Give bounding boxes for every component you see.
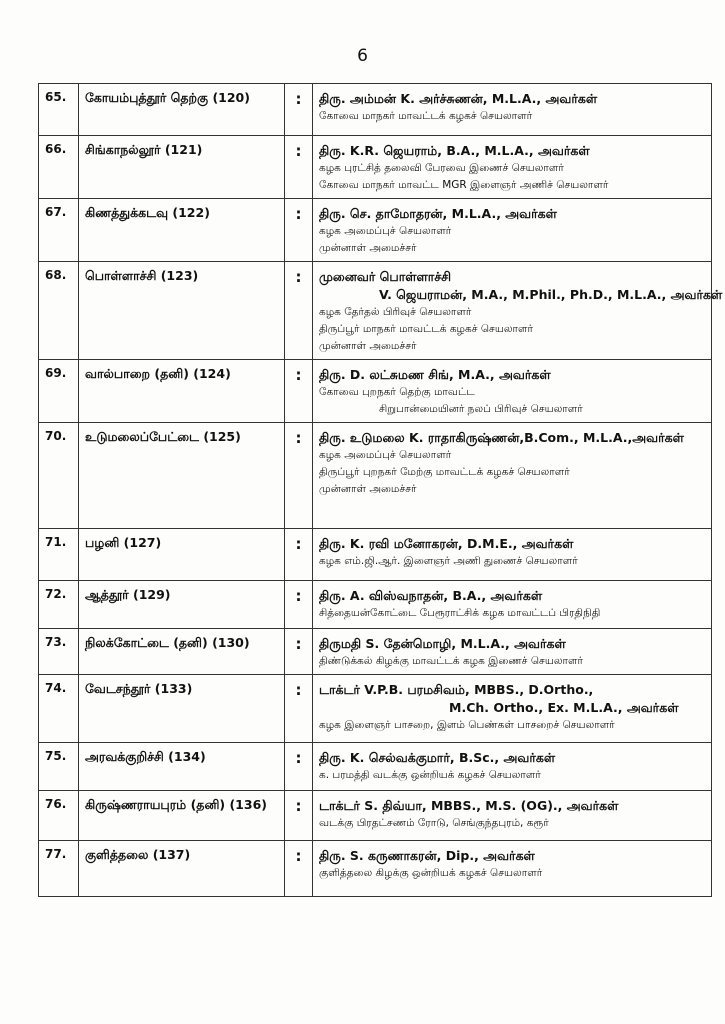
candidate-details <box>313 743 712 791</box>
candidate-name-continued: M.Ch. Ortho., Ex. M.L.A., அவர்கள் <box>449 700 679 715</box>
table-row <box>39 675 712 743</box>
separator-colon: : <box>285 841 313 897</box>
serial-number: 75. <box>39 743 79 791</box>
candidate-details <box>313 136 712 199</box>
constituency-name: கோயம்புத்தூர் தெற்கு (120) <box>79 84 285 136</box>
candidate-position: திருப்பூர் மாநகர் மாவட்டக் கழகச் செயலாளர் <box>319 323 533 335</box>
candidate-position: திண்டுக்கல் கிழக்கு மாவட்டக் கழக இணைச் செயலாளர் <box>319 655 583 667</box>
separator-colon: : <box>285 581 313 629</box>
serial-number: 68. <box>39 262 79 360</box>
candidate-details <box>313 675 712 743</box>
separator-colon: : <box>285 423 313 529</box>
candidate-details <box>313 360 712 423</box>
candidate-name: திரு. K. செல்வக்குமார், B.Sc., அவர்கள் <box>319 750 556 765</box>
candidate-name-continued: V. ஜெயராமன், M.A., M.Phil., Ph.D., M.L.A., அவர்கள் <box>379 287 723 302</box>
table-row <box>39 529 712 581</box>
candidate-details <box>313 791 712 841</box>
candidate-table-body <box>39 84 723 897</box>
table-row <box>39 84 712 136</box>
separator-colon: : <box>285 199 313 262</box>
candidate-details <box>313 629 712 675</box>
serial-number: 70. <box>39 423 79 529</box>
separator-colon: : <box>285 629 313 675</box>
candidate-name: திரு. D. லட்சுமண சிங், M.A., அவர்கள் <box>319 367 551 382</box>
candidate-details <box>313 581 712 629</box>
constituency-name: நிலக்கோட்டை (தனி) (130) <box>79 629 285 675</box>
candidate-name: திரு. உடுமலை K. ராதாகிருஷ்ணன்,B.Com., M.L.A.,அவர்கள் <box>319 430 684 445</box>
constituency-name: பழனி (127) <box>79 529 285 581</box>
serial-number: 71. <box>39 529 79 581</box>
candidate-name: திரு. A. விஸ்வநாதன், B.A., அவர்கள் <box>319 588 543 603</box>
candidate-name: திருமதி S. தேன்மொழி, M.L.A., அவர்கள் <box>319 636 566 651</box>
separator-colon: : <box>285 136 313 199</box>
separator-colon: : <box>285 84 313 136</box>
candidate-name: திரு. செ. தாமோதரன், M.L.A., அவர்கள் <box>319 206 557 221</box>
table-row <box>39 199 712 262</box>
constituency-name: குளித்தலை (137) <box>79 841 285 897</box>
page-number: 6 <box>357 46 368 66</box>
candidate-position: முன்னாள் அமைச்சர் <box>319 340 417 352</box>
candidate-details <box>313 84 712 136</box>
candidate-details <box>313 841 712 897</box>
candidate-position: கோவை புறநகர் தெற்கு மாவட்ட <box>319 386 475 398</box>
constituency-name: ஆத்தூர் (129) <box>79 581 285 629</box>
constituency-name: அரவக்குறிச்சி (134) <box>79 743 285 791</box>
table-row <box>39 423 712 529</box>
table-row <box>39 743 712 791</box>
candidate-details <box>313 529 712 581</box>
separator-colon: : <box>285 791 313 841</box>
serial-number: 73. <box>39 629 79 675</box>
table-row <box>39 262 712 360</box>
serial-number: 76. <box>39 791 79 841</box>
candidate-position: கழக புரட்சித் தலைவி பேரவை இணைச் செயலாளர் <box>319 162 564 174</box>
serial-number: 74. <box>39 675 79 743</box>
constituency-name: சிங்காநல்லூர் (121) <box>79 136 285 199</box>
serial-number: 67. <box>39 199 79 262</box>
constituency-name: வால்பாறை (தனி) (124) <box>79 360 285 423</box>
separator-colon: : <box>285 675 313 743</box>
constituency-name: பொள்ளாச்சி (123) <box>79 262 285 360</box>
separator-colon: : <box>285 743 313 791</box>
candidate-table <box>38 83 723 897</box>
candidate-position: முன்னாள் அமைச்சர் <box>319 242 417 254</box>
candidate-position: கழக தேர்தல் பிரிவுச் செயலாளர் <box>319 306 472 318</box>
candidate-position: சித்தையன்கோட்டை பேரூராட்சிக் கழக மாவட்டப் பிரதிநிதி <box>319 607 601 619</box>
table-row <box>39 629 712 675</box>
candidate-name: டாக்டர் S. திவ்யா, MBBS., M.S. (OG)., அவர்கள் <box>319 798 619 813</box>
serial-number: 77. <box>39 841 79 897</box>
candidate-details <box>313 423 712 529</box>
serial-number: 65. <box>39 84 79 136</box>
serial-number: 72. <box>39 581 79 629</box>
candidate-name: டாக்டர் V.P.B. பரமசிவம், MBBS., D.Ortho., <box>319 682 594 697</box>
candidate-position: சிறுபான்மையினர் நலப் பிரிவுச் செயலாளர் <box>379 403 583 415</box>
candidate-name: முனைவர் பொள்ளாச்சி <box>319 269 452 284</box>
candidate-position: கோவை மாநகர் மாவட்டக் கழகச் செயலாளர் <box>319 110 533 122</box>
table-row <box>39 791 712 841</box>
serial-number: 69. <box>39 360 79 423</box>
candidate-position: திருப்பூர் புறநகர் மேற்கு மாவட்டக் கழகச் செயலாளர் <box>319 466 570 478</box>
constituency-name: கிருஷ்ணராயபுரம் (தனி) (136) <box>79 791 285 841</box>
candidate-details <box>313 199 712 262</box>
candidate-name: திரு. S. கருணாகரன், Dip., அவர்கள் <box>319 848 535 863</box>
table-row <box>39 136 712 199</box>
separator-colon: : <box>285 262 313 360</box>
separator-colon: : <box>285 360 313 423</box>
serial-number: 66. <box>39 136 79 199</box>
candidate-name: திரு. K.R. ஜெயராம், B.A., M.L.A., அவர்கள் <box>319 143 590 158</box>
candidate-name: திரு. K. ரவி மனோகரன், D.M.E., அவர்கள் <box>319 536 574 551</box>
candidate-position: கழக எம்.ஜி.ஆர். இளைஞர் அணி துணைச் செயலாளர் <box>319 555 578 567</box>
separator-colon: : <box>285 529 313 581</box>
candidate-position: கழக அமைப்புச் செயலாளர் <box>319 449 452 461</box>
constituency-name: வேடசந்தூர் (133) <box>79 675 285 743</box>
candidate-position: கோவை மாநகர் மாவட்ட MGR இளைஞர் அணிச் செயலாளர் <box>319 179 609 191</box>
candidate-position: வடக்கு பிரதட்சணம் ரோடு, செங்குந்தபுரம், கரூர் <box>319 817 549 829</box>
table-row <box>39 841 712 897</box>
candidate-name: திரு. அம்மன் K. அர்ச்சுணன், M.L.A., அவர்கள் <box>319 91 598 106</box>
candidate-position: முன்னாள் அமைச்சர் <box>319 483 417 495</box>
constituency-name: உடுமலைப்பேட்டை (125) <box>79 423 285 529</box>
candidate-position: கழக அமைப்புச் செயலாளர் <box>319 225 452 237</box>
candidate-details <box>313 262 723 360</box>
table-row <box>39 360 712 423</box>
table-row <box>39 581 712 629</box>
constituency-name: கிணத்துக்கடவு (122) <box>79 199 285 262</box>
candidate-position: குளித்தலை கிழக்கு ஒன்றியக் கழகச் செயலாளர் <box>319 867 543 879</box>
candidate-position: கழக இளைஞர் பாசறை, இளம் பெண்கள் பாசறைச் செயலாளர் <box>319 719 615 731</box>
candidate-position: க. பரமத்தி வடக்கு ஒன்றியக் கழகச் செயலாளர் <box>319 769 541 781</box>
